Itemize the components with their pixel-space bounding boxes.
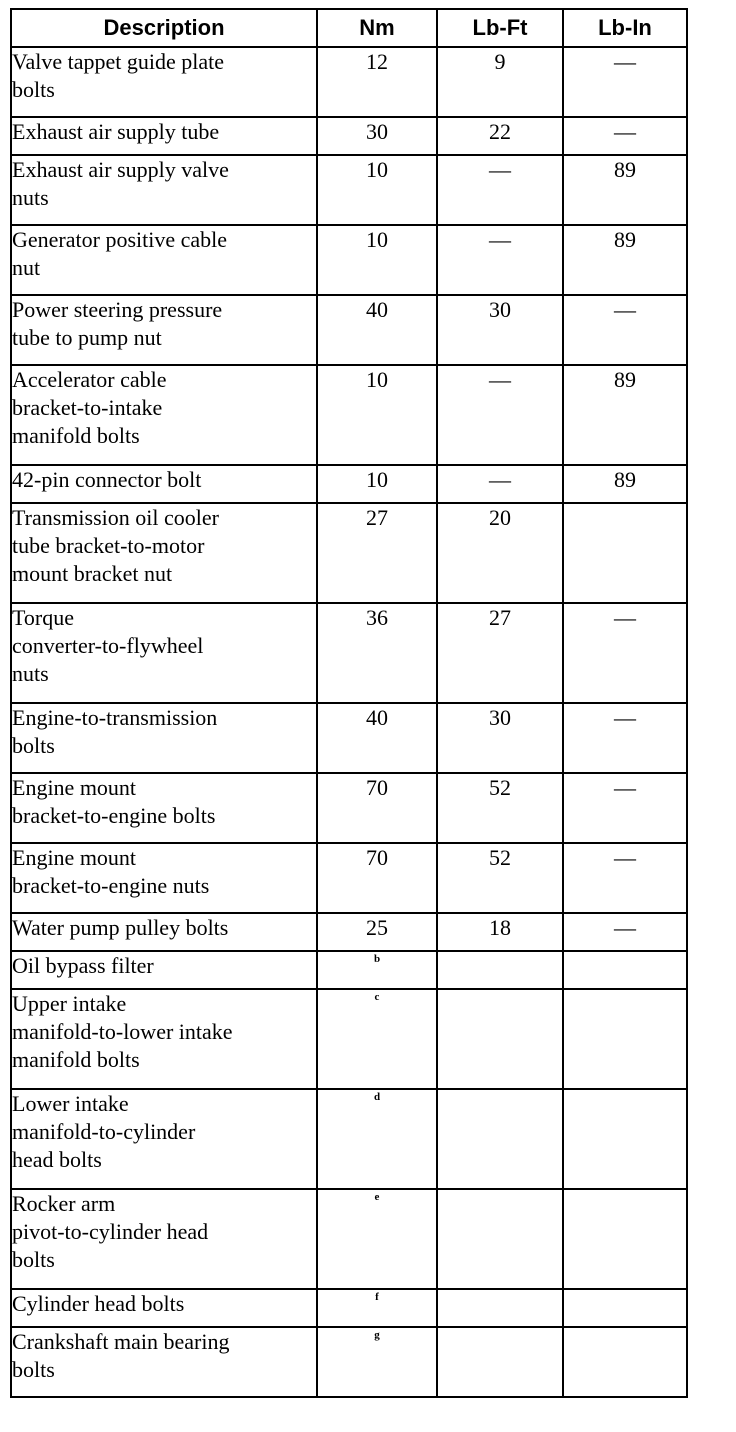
lb-in-cell: [563, 1327, 687, 1397]
nm-cell: 10: [317, 155, 437, 225]
lb-in-cell: [563, 1289, 687, 1327]
lb-ft-cell: 30: [437, 703, 563, 773]
header-lb-ft: Lb-Ft: [437, 9, 563, 47]
lb-in-cell: —: [563, 913, 687, 951]
nm-cell: f: [317, 1289, 437, 1327]
lb-in-cell: —: [563, 117, 687, 155]
lb-in-cell: [563, 1189, 687, 1289]
table-row: [11, 603, 687, 703]
description-cell: Transmission oil cooler tube bracket-to-motor mount bracket nut: [11, 503, 317, 603]
description-cell: Water pump pulley bolts: [11, 913, 317, 951]
nm-cell: 25: [317, 913, 437, 951]
lb-ft-cell: [437, 1289, 563, 1327]
lb-ft-cell: —: [437, 225, 563, 295]
lb-ft-cell: 52: [437, 773, 563, 843]
nm-cell: 27: [317, 503, 437, 603]
nm-cell: 10: [317, 225, 437, 295]
table-row: [11, 843, 687, 913]
description-cell: Engine-to-transmission bolts: [11, 703, 317, 773]
lb-in-cell: —: [563, 47, 687, 117]
description-cell: Upper intake manifold-to-lower intake manifold bolts: [11, 989, 317, 1089]
description-cell: Oil bypass filter: [11, 951, 317, 989]
description-cell: Generator positive cable nut: [11, 225, 317, 295]
lb-in-cell: 89: [563, 155, 687, 225]
description-cell: Cylinder head bolts: [11, 1289, 317, 1327]
nm-cell: 70: [317, 843, 437, 913]
table-body: [11, 47, 687, 1397]
header-lb-in: Lb-In: [563, 9, 687, 47]
table-row: [11, 503, 687, 603]
table-row: [11, 225, 687, 295]
lb-ft-cell: [437, 951, 563, 989]
table-row: [11, 47, 687, 117]
nm-cell: g: [317, 1327, 437, 1397]
nm-cell: d: [317, 1089, 437, 1189]
table-row: [11, 703, 687, 773]
nm-cell: 70: [317, 773, 437, 843]
lb-in-cell: [563, 989, 687, 1089]
description-cell: 42-pin connector bolt: [11, 465, 317, 503]
header-description: Description: [11, 9, 317, 47]
lb-ft-cell: 52: [437, 843, 563, 913]
lb-ft-cell: [437, 1089, 563, 1189]
lb-in-cell: —: [563, 703, 687, 773]
nm-cell: 12: [317, 47, 437, 117]
table-row: [11, 1089, 687, 1189]
description-cell: Lower intake manifold-to-cylinder head bolts: [11, 1089, 317, 1189]
lb-in-cell: 89: [563, 465, 687, 503]
description-cell: Crankshaft main bearing bolts: [11, 1327, 317, 1397]
lb-in-cell: [563, 951, 687, 989]
lb-ft-cell: 9: [437, 47, 563, 117]
table-row: [11, 989, 687, 1089]
description-cell: Accelerator cable bracket-to-intake manifold bolts: [11, 365, 317, 465]
nm-cell: 36: [317, 603, 437, 703]
description-cell: Exhaust air supply valve nuts: [11, 155, 317, 225]
lb-in-cell: —: [563, 295, 687, 365]
nm-cell: b: [317, 951, 437, 989]
table-row: [11, 1327, 687, 1397]
table-row: [11, 295, 687, 365]
table-row: [11, 155, 687, 225]
lb-in-cell: —: [563, 843, 687, 913]
header-nm: Nm: [317, 9, 437, 47]
lb-in-cell: [563, 503, 687, 603]
table-row: [11, 365, 687, 465]
lb-ft-cell: 20: [437, 503, 563, 603]
lb-in-cell: [563, 1089, 687, 1189]
lb-ft-cell: —: [437, 365, 563, 465]
table-row: [11, 1289, 687, 1327]
table-row: [11, 1189, 687, 1289]
lb-ft-cell: [437, 989, 563, 1089]
nm-cell: 30: [317, 117, 437, 155]
table-row: [11, 465, 687, 503]
nm-cell: 40: [317, 295, 437, 365]
description-cell: Engine mount bracket-to-engine bolts: [11, 773, 317, 843]
nm-cell: 10: [317, 465, 437, 503]
lb-ft-cell: 22: [437, 117, 563, 155]
lb-in-cell: —: [563, 773, 687, 843]
nm-cell: 10: [317, 365, 437, 465]
table-row: [11, 773, 687, 843]
table-row: [11, 951, 687, 989]
torque-spec-table: [10, 8, 688, 1398]
lb-ft-cell: 27: [437, 603, 563, 703]
lb-ft-cell: —: [437, 155, 563, 225]
lb-ft-cell: —: [437, 465, 563, 503]
description-cell: Rocker arm pivot-to-cylinder head bolts: [11, 1189, 317, 1289]
lb-in-cell: 89: [563, 365, 687, 465]
nm-cell: e: [317, 1189, 437, 1289]
nm-cell: c: [317, 989, 437, 1089]
description-cell: Power steering pressure tube to pump nut: [11, 295, 317, 365]
lb-in-cell: —: [563, 603, 687, 703]
lb-ft-cell: 18: [437, 913, 563, 951]
lb-ft-cell: [437, 1327, 563, 1397]
header-row: [11, 9, 687, 47]
nm-cell: 40: [317, 703, 437, 773]
description-cell: Valve tappet guide plate bolts: [11, 47, 317, 117]
lb-in-cell: 89: [563, 225, 687, 295]
table-row: [11, 117, 687, 155]
lb-ft-cell: [437, 1189, 563, 1289]
description-cell: Engine mount bracket-to-engine nuts: [11, 843, 317, 913]
table-row: [11, 913, 687, 951]
description-cell: Exhaust air supply tube: [11, 117, 317, 155]
lb-ft-cell: 30: [437, 295, 563, 365]
description-cell: Torque converter-to-flywheel nuts: [11, 603, 317, 703]
